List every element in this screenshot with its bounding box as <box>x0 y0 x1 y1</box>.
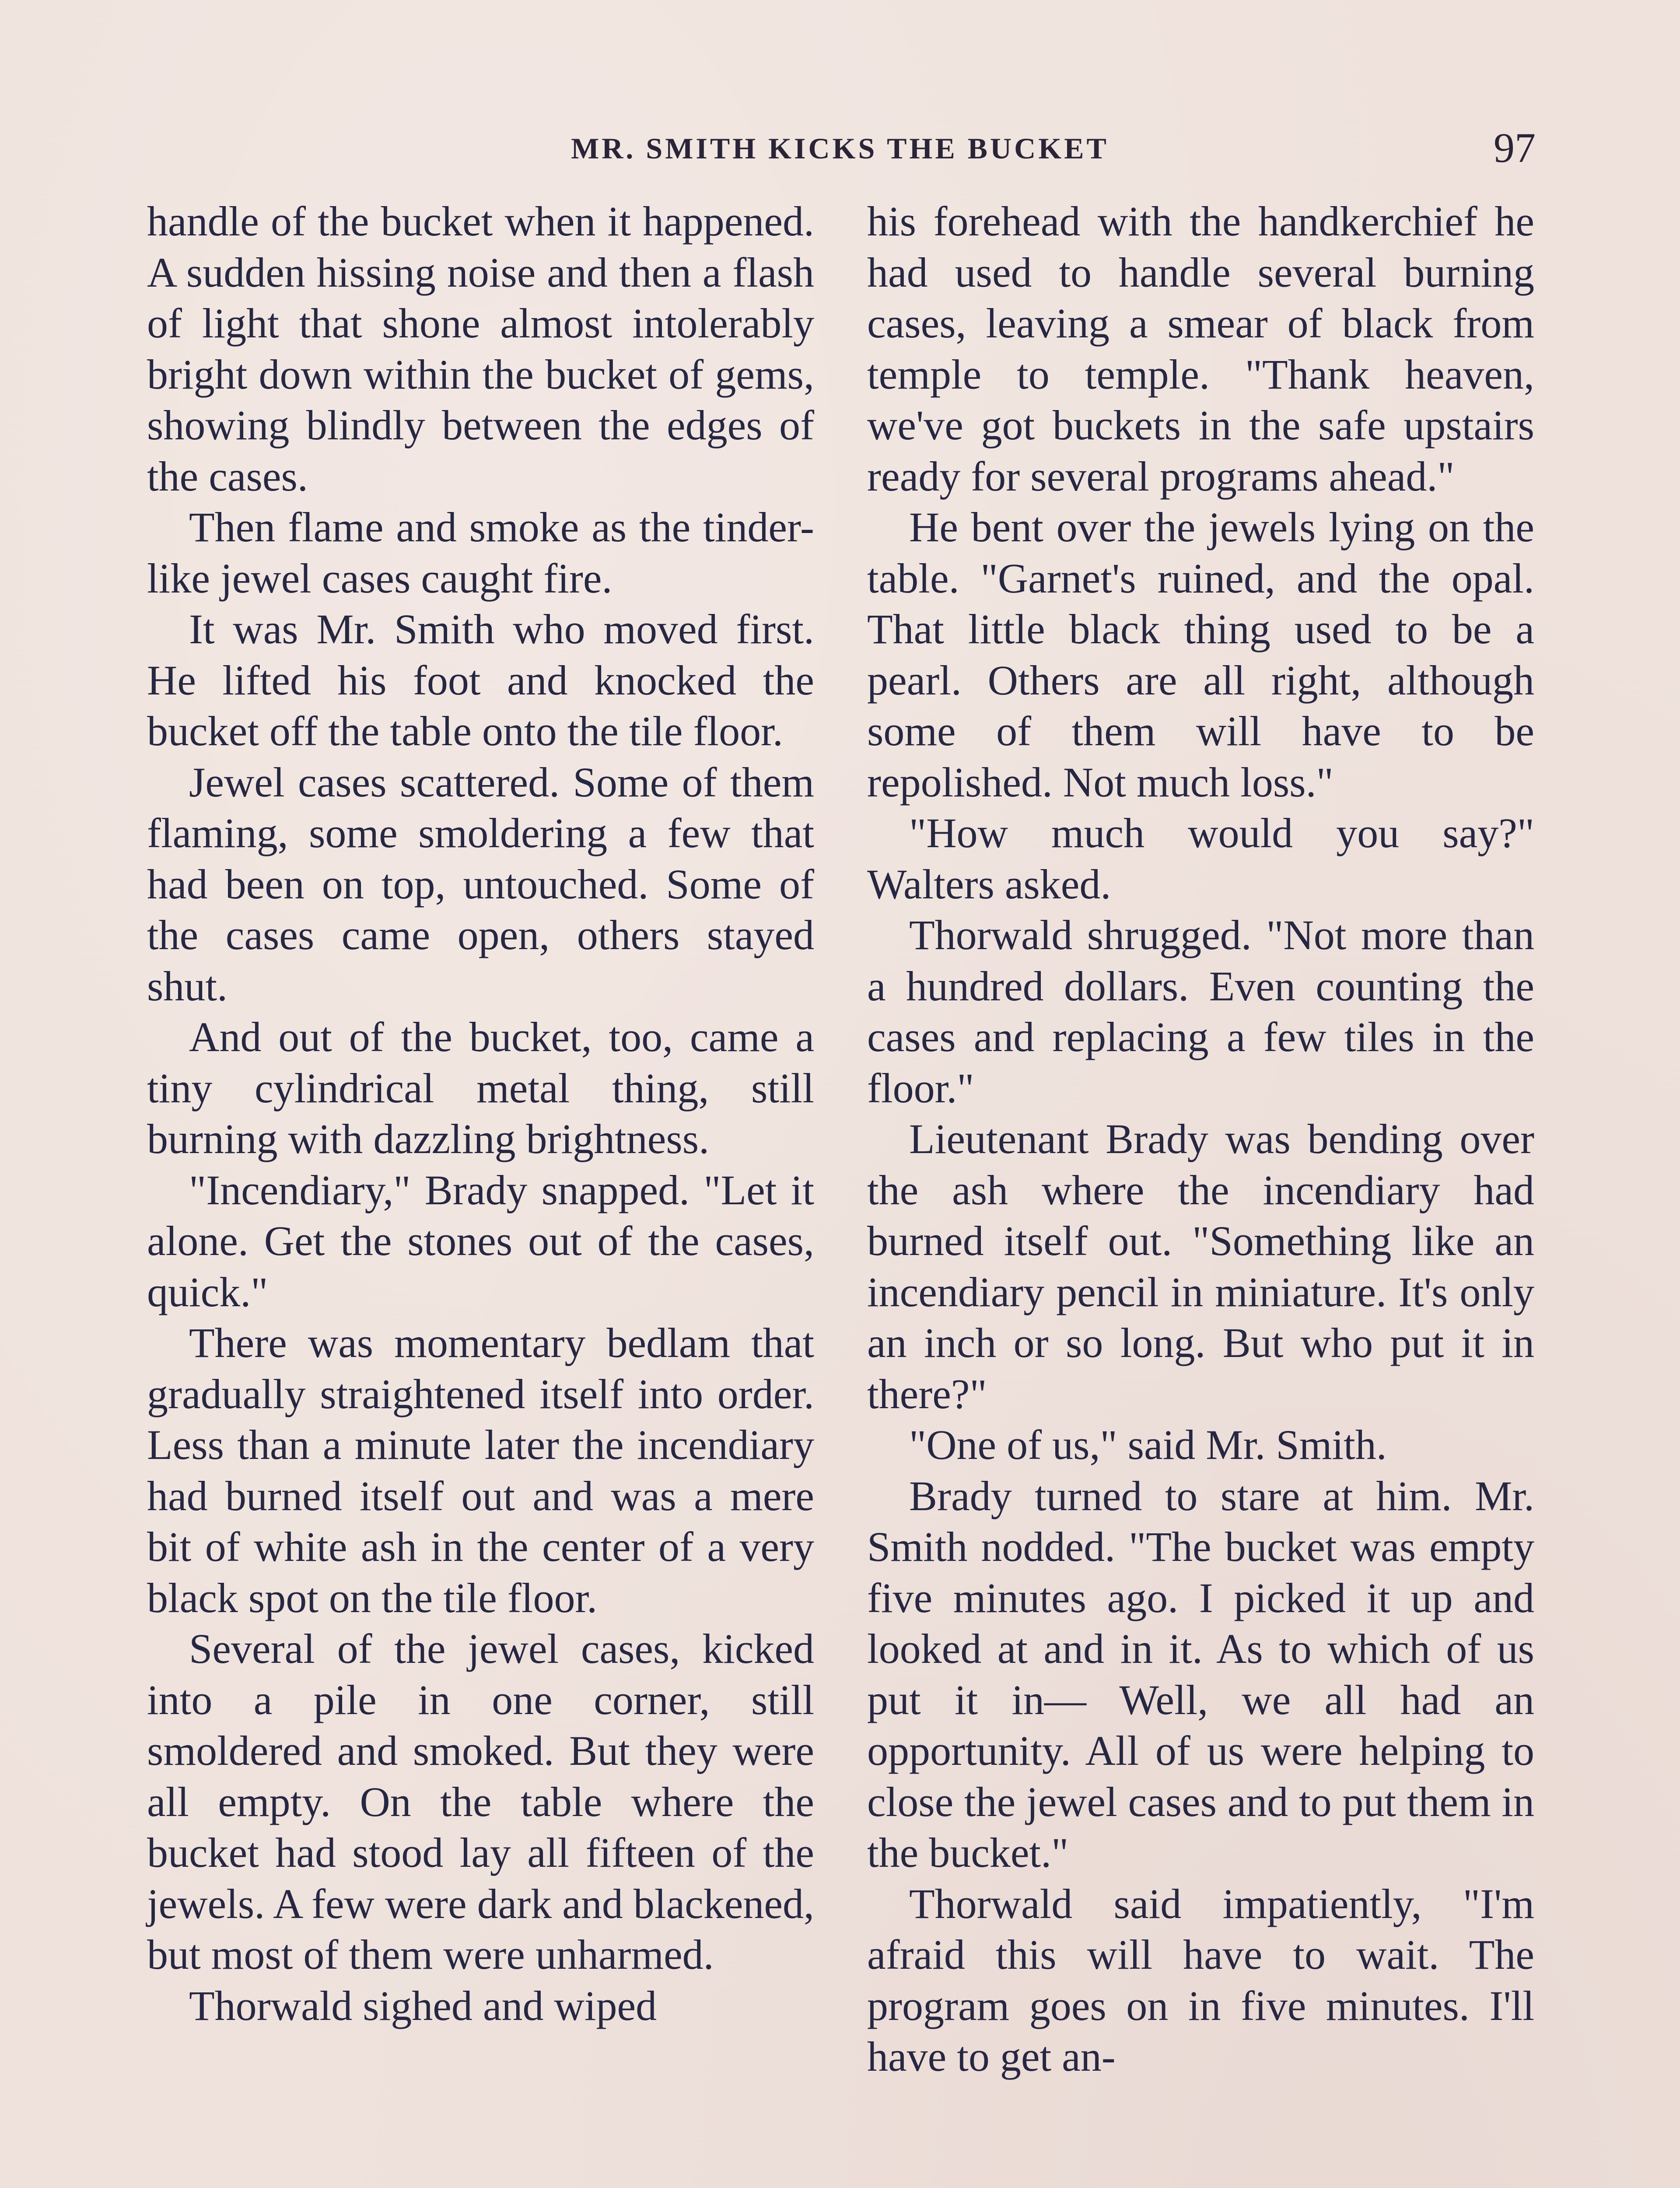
paragraph: Thorwald said impatiently, "I'm afraid this will have to wait. The program goes on in five minutes. I'll have to get an- <box>867 1880 1534 2080</box>
right-column <box>867 196 1534 2083</box>
paragraph: Thorwald shrugged. "Not more than a hundred dollars. Even counting the cases and replacing a few tiles in the floor." <box>867 912 1534 1112</box>
paragraph: his forehead with the handkerchief he had used to handle several burning cases, leaving a smear of black from temple to temple. "Thank heaven, we've got buckets in the safe upstairs ready for several programs ahead." <box>867 198 1534 500</box>
paragraph: Then flame and smoke as the tinder-like jewel cases caught fire. <box>147 504 814 602</box>
paragraph: "One of us," said Mr. Smith. <box>909 1421 1387 1468</box>
page-number: 97 <box>1494 124 1536 171</box>
running-header <box>144 124 1536 179</box>
paragraph: Thorwald sighed and wiped <box>189 1982 657 2029</box>
paragraph: Brady turned to stare at him. Mr. Smith nodded. "The bucket was empty five minutes ago. I picked it up and looked at and in it. As to which of us put it in— Well, we all had an opportunity. All of us were helping to close the jewel cases and to put them in the bucket." <box>867 1472 1534 1876</box>
paragraph: Several of the jewel cases, kicked into a pile in one corner, still smoldered and smoked. But they were all empty. On the table where the bucket had stood lay all fifteen of the jewels. A few were dark and blackened, but most of them were unharmed. <box>147 1625 814 1978</box>
paragraph: "How much would you say?" Walters asked. <box>867 810 1534 908</box>
paragraph: "Incendiary," Brady snapped. "Let it alone. Get the stones out of the cases, quick." <box>147 1166 814 1315</box>
paragraph: He bent over the jewels lying on the table. "Garnet's ruined, and the opal. That little black thing used to be a pearl. Others are all right, although some of them will have to be repolished. Not much loss." <box>867 504 1534 806</box>
paragraph: It was Mr. Smith who moved first. He lifted his foot and knocked the bucket off the table onto the tile floor. <box>147 606 814 754</box>
paragraph: And out of the bucket, too, came a tiny cylindrical metal thing, still burning with dazzling brightness. <box>147 1013 814 1162</box>
paragraph: handle of the bucket when it happened. A sudden hissing noise and then a flash of light that shone almost intolerably bright down within the bucket of gems, showing blindly between the edges of the cases. <box>147 198 814 500</box>
paragraph: Lieutenant Brady was bending over the ash where the incendiary had burned itself out. "Something like an incendiary pencil in miniature. It's only an inch or so long. But who put it in there?" <box>867 1115 1534 1417</box>
paragraph: There was momentary bedlam that gradually straightened itself into order. Less than a minute later the incendiary had burned itself out and was a mere bit of white ash in the center of a very black spot on the tile floor. <box>147 1319 814 1621</box>
left-column <box>147 196 814 2031</box>
running-title: MR. SMITH KICKS THE BUCKET <box>571 132 1109 165</box>
paragraph: Jewel cases scattered. Some of them flaming, some smoldering a few that had been on top, untouched. Some of the cases came open, others stayed shut. <box>147 758 814 1010</box>
